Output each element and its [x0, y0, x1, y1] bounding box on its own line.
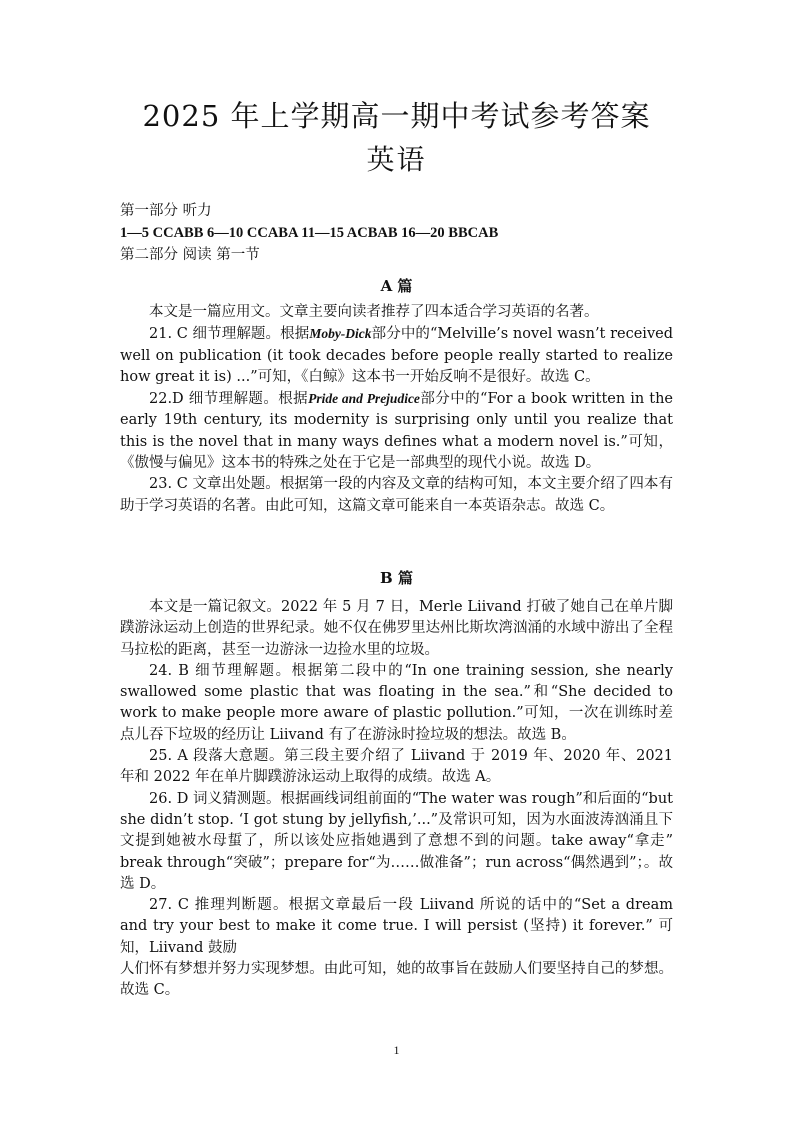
- q21-lead: 21. C 细节理解题。根据: [149, 326, 310, 343]
- passage-a-heading: A 篇: [380, 277, 413, 295]
- q27-explanation-start: 27. C 推理判断题。根据文章最后一段 Liivand 所说的话中的“Set a dream and try your best to make it come true. I will persist (坚持) it forever.” 可知，Liivand 鼓励: [120, 897, 673, 956]
- q21-book-title: Moby-Dick: [309, 326, 372, 342]
- part2-heading: 第二部分 阅读 第一节: [120, 247, 260, 263]
- q22-explanation: [120, 388, 673, 474]
- part1-answers: 1—5 CCABB 6—10 CCABA 11—15 ACBAB 16—20 BBCAB: [120, 225, 499, 241]
- document-title: 2025 年上学期高一期中考试参考答案: [142, 99, 651, 133]
- q24-explanation: 24. B 细节理解题。根据第二段中的“In one training session, she nearly swallowed some plastic that was floating in the sea.”和“She decided to work to make people more aware of plastic pollution.”可知，一次在训练时差点儿吞下垃圾的经历让 Liivand 有了在游泳时捡垃圾的想法。故选 B。: [120, 662, 673, 743]
- page-number: 1: [393, 1043, 400, 1057]
- part1-heading: 第一部分 听力: [120, 203, 212, 219]
- document-subtitle: 英语: [366, 143, 427, 176]
- passage-a-intro: 本文是一篇应用文。文章主要向读者推荐了四本适合学习英语的名著。: [149, 304, 599, 320]
- q21-rest: 部分中的“Melville’s novel wasn’t received well on publication (it took decades before people really started to realize how great it is) ...”可知，《白鲸》这本书一开始反响不是很好。故选 C。: [120, 326, 673, 385]
- q27-explanation-end: 人们怀有梦想并努力实现梦想。由此可知，她的故事旨在鼓励人们要坚持自己的梦想。故选 C。: [120, 961, 673, 999]
- passage-b-heading: B 篇: [380, 569, 413, 587]
- q22-lead: 22.D 细节理解题。根据: [149, 391, 309, 408]
- q22-rest: 部分中的“For a book written in the early 19th century, its modernity is surprising only until you realize that this is the novel that in many ways defines what a modern novel is.”可知，《傲慢与偏见》这本书的特殊之处在于它是一部典型的现代小说。故选 D。: [120, 391, 673, 472]
- q25-explanation: 25. A 段落大意题。第三段主要介绍了 Liivand 于 2019 年、2020 年、2021 年和 2022 年在单片脚蹼游泳运动上取得的成绩。故选 A。: [120, 748, 673, 786]
- passage-a-body: [120, 302, 673, 517]
- q23-explanation: 23. C 文章出处题。根据第一段的内容及文章的结构可知，本文主要介绍了四本有助于学习英语的名著。由此可知，这篇文章可能来自一本英语杂志。故选 C。: [120, 476, 673, 514]
- passage-b-body: [120, 597, 673, 1002]
- q26-explanation: 26. D 词义猜测题。根据画线词组前面的“The water was rough”和后面的“but she didn’t stop. ‘I got stung by jellyfish,’...”及常识可知，因为水面波涛汹涌且下文提到她被水母蜇了，所以该处应指她遇到了意想不到的问题。take away“拿走” break through“突破”；prepare for“为……做准备”；run across“偶然遇到”；。故选 D。: [120, 790, 673, 892]
- passage-b-intro: 本文是一篇记叙文。2022 年 5 月 7 日，Merle Liivand 打破了她自己在单片脚蹼游泳运动上创造的世界纪录。她不仅在佛罗里达州比斯坎湾汹涌的水域中游出了全程马拉松的距离，甚至一边游泳一边捡水里的垃圾。: [120, 599, 673, 658]
- q22-book-title: Pride and Prejudice: [308, 391, 420, 407]
- q21-explanation: [120, 323, 673, 388]
